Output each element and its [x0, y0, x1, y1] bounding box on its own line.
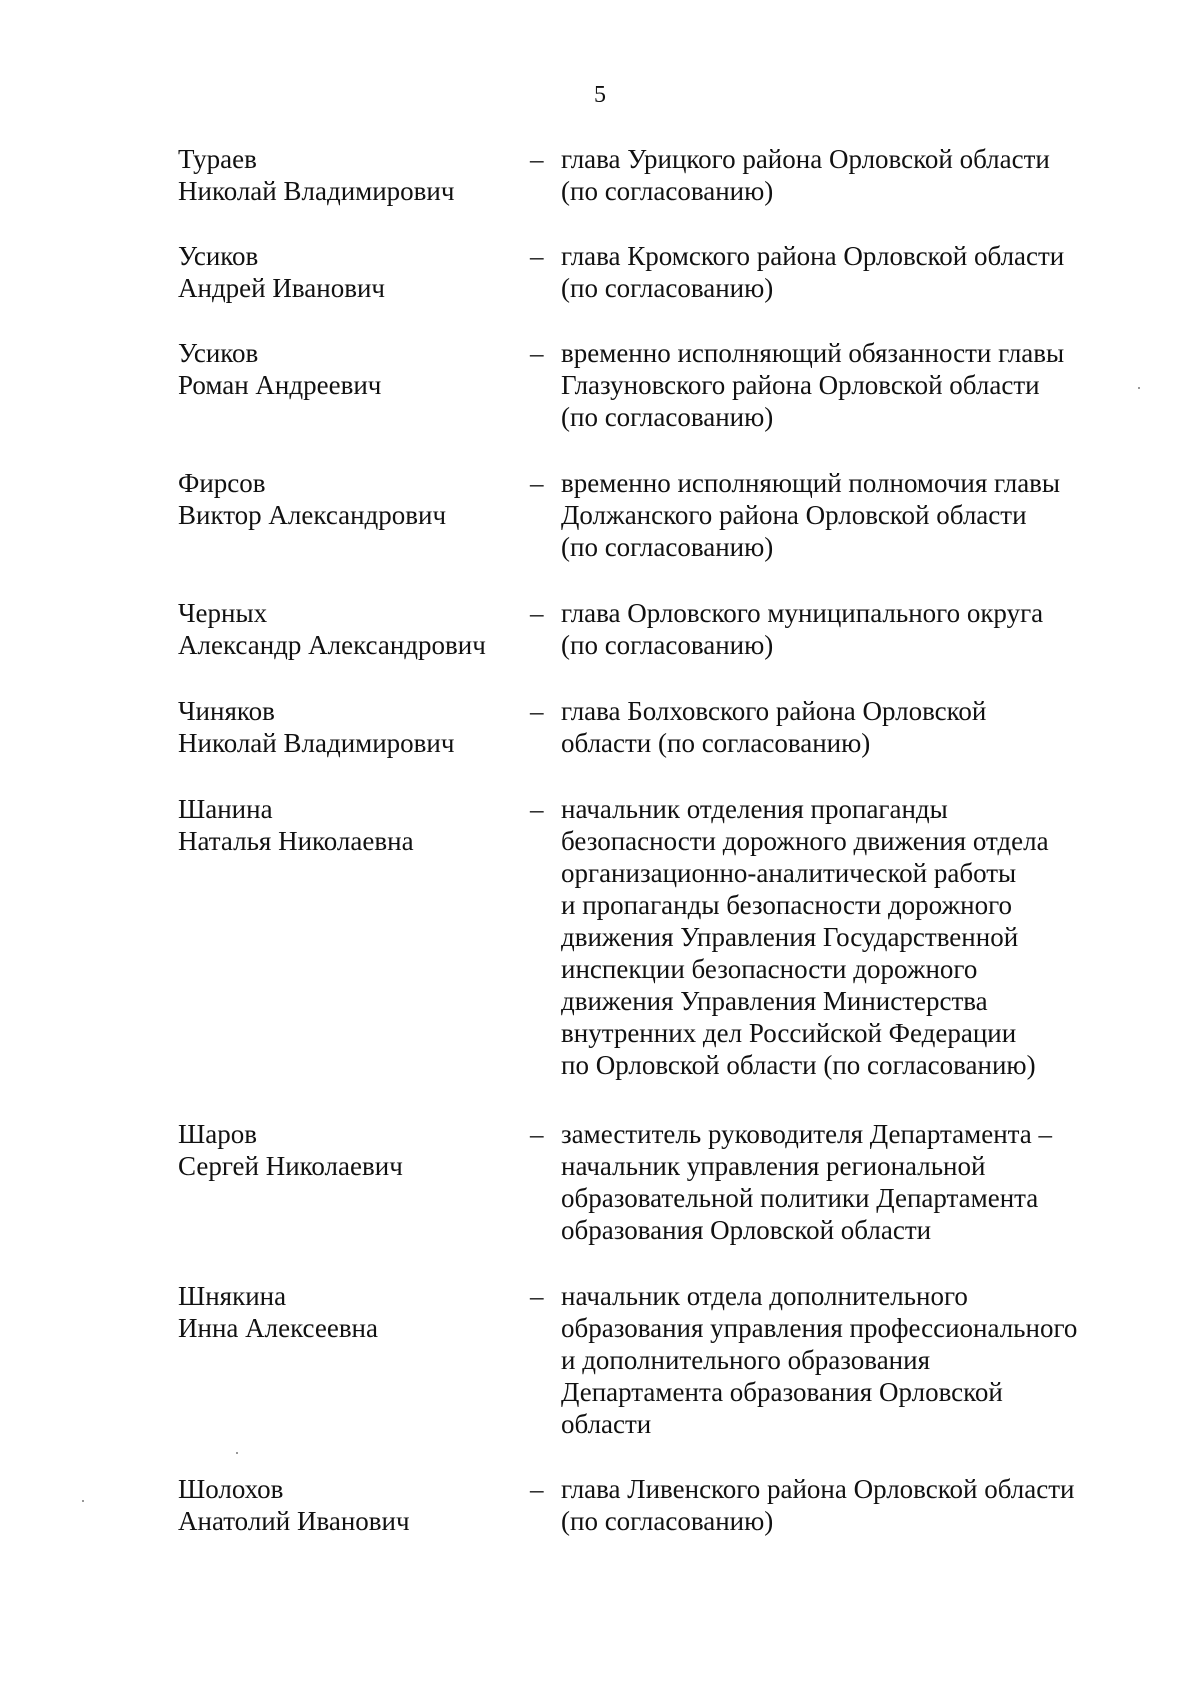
position-line: движения Управления Министерства [561, 986, 988, 1016]
position-line: Должанского района Орловской области [561, 500, 1027, 530]
member-surname: Усиков [178, 241, 259, 271]
member-surname: Тураев [178, 144, 257, 174]
member-position [561, 143, 1121, 207]
member-surname: Чиняков [178, 696, 275, 726]
member-surname: Шнякина [178, 1281, 287, 1311]
member-position [561, 1473, 1121, 1537]
position-line: движения Управления Государственной [561, 922, 1019, 952]
dash-separator: – [530, 598, 544, 628]
member-name [178, 695, 518, 759]
member-position [561, 1280, 1121, 1440]
position-line: внутренних дел Российской Федерации [561, 1018, 1017, 1048]
member-name [178, 1118, 518, 1182]
dash-separator: – [530, 338, 544, 368]
scan-speck [1138, 387, 1140, 389]
position-line: (по согласованию) [561, 176, 774, 206]
position-line: Департамента образования Орловской [561, 1377, 1003, 1407]
member-given-names: Инна Алексеевна [178, 1313, 378, 1343]
member-name [178, 793, 518, 857]
position-line: начальник управления региональной [561, 1151, 986, 1181]
position-line: и пропаганды безопасности дорожного [561, 890, 1013, 920]
position-line: глава Болховского района Орловской [561, 696, 987, 726]
dash-separator: – [530, 794, 544, 824]
member-surname: Черных [178, 598, 268, 628]
member-position [561, 337, 1121, 433]
dash-separator: – [530, 696, 544, 726]
member-given-names: Николай Владимирович [178, 728, 455, 758]
member-given-names: Виктор Александрович [178, 500, 447, 530]
member-name [178, 1280, 518, 1344]
member-name [178, 597, 518, 661]
scan-speck [236, 1452, 238, 1454]
member-position [561, 1118, 1121, 1246]
member-surname: Шаров [178, 1119, 257, 1149]
member-given-names: Роман Андреевич [178, 370, 382, 400]
position-line: (по согласованию) [561, 402, 774, 432]
position-line: организационно-аналитической работы [561, 858, 1017, 888]
member-given-names: Николай Владимирович [178, 176, 455, 206]
member-name [178, 1473, 518, 1537]
member-name [178, 467, 518, 531]
member-given-names: Андрей Иванович [178, 273, 385, 303]
member-position [561, 240, 1121, 304]
dash-separator: – [530, 1474, 544, 1504]
member-position [561, 793, 1121, 1081]
member-name [178, 143, 518, 207]
position-line: и дополнительного образования [561, 1345, 930, 1375]
member-given-names: Анатолий Иванович [178, 1506, 410, 1536]
member-surname: Шанина [178, 794, 273, 824]
position-line: глава Орловского муниципального округа [561, 598, 1044, 628]
position-line: временно исполняющий обязанности главы [561, 338, 1065, 368]
position-line: образования Орловской области [561, 1215, 932, 1245]
member-given-names: Наталья Николаевна [178, 826, 414, 856]
position-line: заместитель руководителя Департамента – [561, 1119, 1053, 1149]
dash-separator: – [530, 468, 544, 498]
member-surname: Шолохов [178, 1474, 284, 1504]
member-given-names: Сергей Николаевич [178, 1151, 403, 1181]
position-line: временно исполняющий полномочия главы [561, 468, 1061, 498]
position-line: (по согласованию) [561, 1506, 774, 1536]
position-line: области [561, 1409, 652, 1439]
member-given-names: Александр Александрович [178, 630, 486, 660]
position-line: образовательной политики Департамента [561, 1183, 1039, 1213]
dash-separator: – [530, 1281, 544, 1311]
dash-separator: – [530, 241, 544, 271]
position-line: начальник отделения пропаганды [561, 794, 948, 824]
position-line: по Орловской области (по согласованию) [561, 1050, 1036, 1080]
position-line: (по согласованию) [561, 532, 774, 562]
dash-separator: – [530, 144, 544, 174]
dash-separator: – [530, 1119, 544, 1149]
position-line: (по согласованию) [561, 273, 774, 303]
position-line: безопасности дорожного движения отдела [561, 826, 1049, 856]
scan-speck [82, 1500, 84, 1502]
member-position [561, 467, 1121, 563]
position-line: инспекции безопасности дорожного [561, 954, 978, 984]
position-line: Глазуновского района Орловской области [561, 370, 1040, 400]
position-line: образования управления профессионального [561, 1313, 1078, 1343]
position-line: области (по согласованию) [561, 728, 871, 758]
position-line: начальник отдела дополнительного [561, 1281, 968, 1311]
position-line: глава Ливенского района Орловской области [561, 1474, 1075, 1504]
position-line: глава Урицкого района Орловской области [561, 144, 1050, 174]
member-name [178, 337, 518, 401]
position-line: (по согласованию) [561, 630, 774, 660]
page-number: 5 [594, 82, 606, 108]
member-name [178, 240, 518, 304]
member-surname: Фирсов [178, 468, 266, 498]
member-position [561, 695, 1121, 759]
member-surname: Усиков [178, 338, 259, 368]
position-line: глава Кромского района Орловской области [561, 241, 1065, 271]
member-position [561, 597, 1121, 661]
